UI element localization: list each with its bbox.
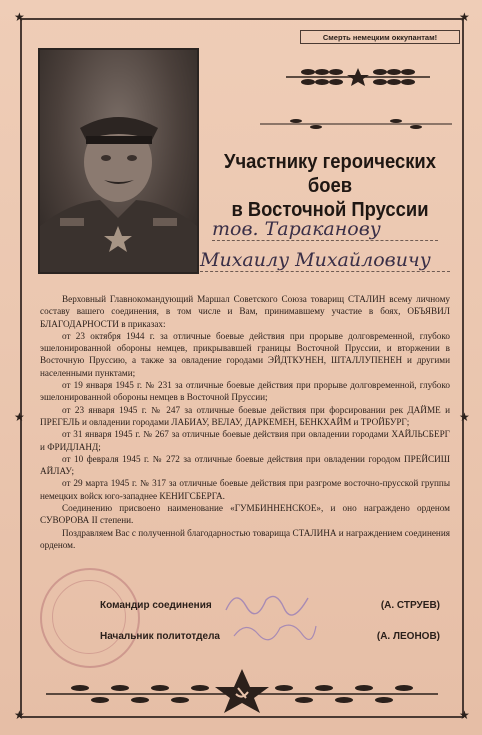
star-icon: ★ bbox=[14, 410, 25, 424]
commander-title: Командир соединения bbox=[100, 600, 212, 611]
star-icon: ★ bbox=[459, 410, 470, 424]
laurel-ornament-icon bbox=[278, 64, 438, 90]
star-icon: ★ bbox=[14, 708, 25, 722]
star-icon: ★ bbox=[459, 10, 470, 24]
paragraph: от 29 марта 1945 г. № 317 за отличные боевые действия при разгроме восточно-прусской группы немецких войск юго-западнее КЕНИГСБЕРГА. bbox=[40, 478, 450, 501]
paragraph: от 31 января 1945 г. № 267 за отличные боевые действия при овладении городами ХАЙЛЬСБЕРГ и ФРИДЛАНД; bbox=[40, 429, 450, 452]
politruk-title: Начальник политотдела bbox=[100, 631, 220, 642]
signature-scribble bbox=[230, 614, 320, 644]
paragraph: Верховный Главнокомандующий Маршал Советского Союза товарищ СТАЛИН всему личному составу вашего соединения, в том числе и Вам, принимавшему участие в боях, ОБЪЯВИЛ БЛАГОДАРНОСТИ в приказах: bbox=[40, 294, 450, 329]
paragraph: от 23 января 1945 г. № 247 за отличные боевые действия при форсировании рек ДАЙМЕ и ПРЕГЕЛЬ и овладении городами ЛАБИАУ, ВЕЛАУ, ДАРКЕМЕН, БЕНКХАЙМ и ТРОЙБУРГ; bbox=[40, 404, 450, 427]
paragraph: Поздравляем Вас с полученной благодарностью товарища СТАЛИНА и награждением соединения орденом. bbox=[40, 527, 450, 550]
star-icon: ★ bbox=[14, 10, 25, 24]
paragraph: от 10 февраля 1945 г. № 272 за отличные боевые действия при овладении городом ПРЕЙСИШ АЙЛАУ; bbox=[40, 453, 450, 477]
recipient-surname: тов. Тараканову bbox=[212, 218, 438, 241]
bottom-laurel-ornament bbox=[40, 668, 444, 714]
heading-line-1: Участнику героических боев bbox=[224, 151, 436, 197]
portrait-figure-icon bbox=[40, 50, 197, 272]
politruk-name: (А. ЛЕОНОВ) bbox=[376, 631, 440, 642]
paragraph: от 19 января 1945 г. № 231 за отличные боевые действия при прорыве долговременной, глубоко эшелонированной обороны немцев в Восточной Пруссии; bbox=[40, 380, 450, 403]
paragraph: от 23 октября 1944 г. за отличные боевые действия при прорыве долговременной, глубоко эшелонированной обороны немцев, прикрывавшей границы Восточной Пруссии, и вторжении в Восточную Пруссию, а также за овладение городами ЭЙДТКУНЕН, ШТАЛЛУПЕНЕН и другими населенными пунктами; bbox=[40, 330, 450, 378]
slogan-banner: Смерть немецким оккупантам! bbox=[300, 30, 460, 44]
official-stamp bbox=[40, 568, 140, 668]
portrait-photo bbox=[38, 48, 199, 274]
laurel-ornament-icon bbox=[256, 118, 456, 130]
paragraph: Соединению присвоено наименование «ГУМБИННЕНСКОЕ», и оно награждено орденом СУВОРОВА II степени. bbox=[40, 503, 450, 526]
certificate-heading bbox=[210, 150, 449, 222]
star-icon: ★ bbox=[459, 708, 470, 722]
commander-name: (А. СТРУЕВ) bbox=[380, 600, 440, 611]
heading-line-2: в Восточной Пруссии bbox=[231, 199, 429, 221]
recipient-given-name: Михаилу Михайловичу bbox=[200, 249, 450, 272]
order-text bbox=[40, 293, 450, 551]
